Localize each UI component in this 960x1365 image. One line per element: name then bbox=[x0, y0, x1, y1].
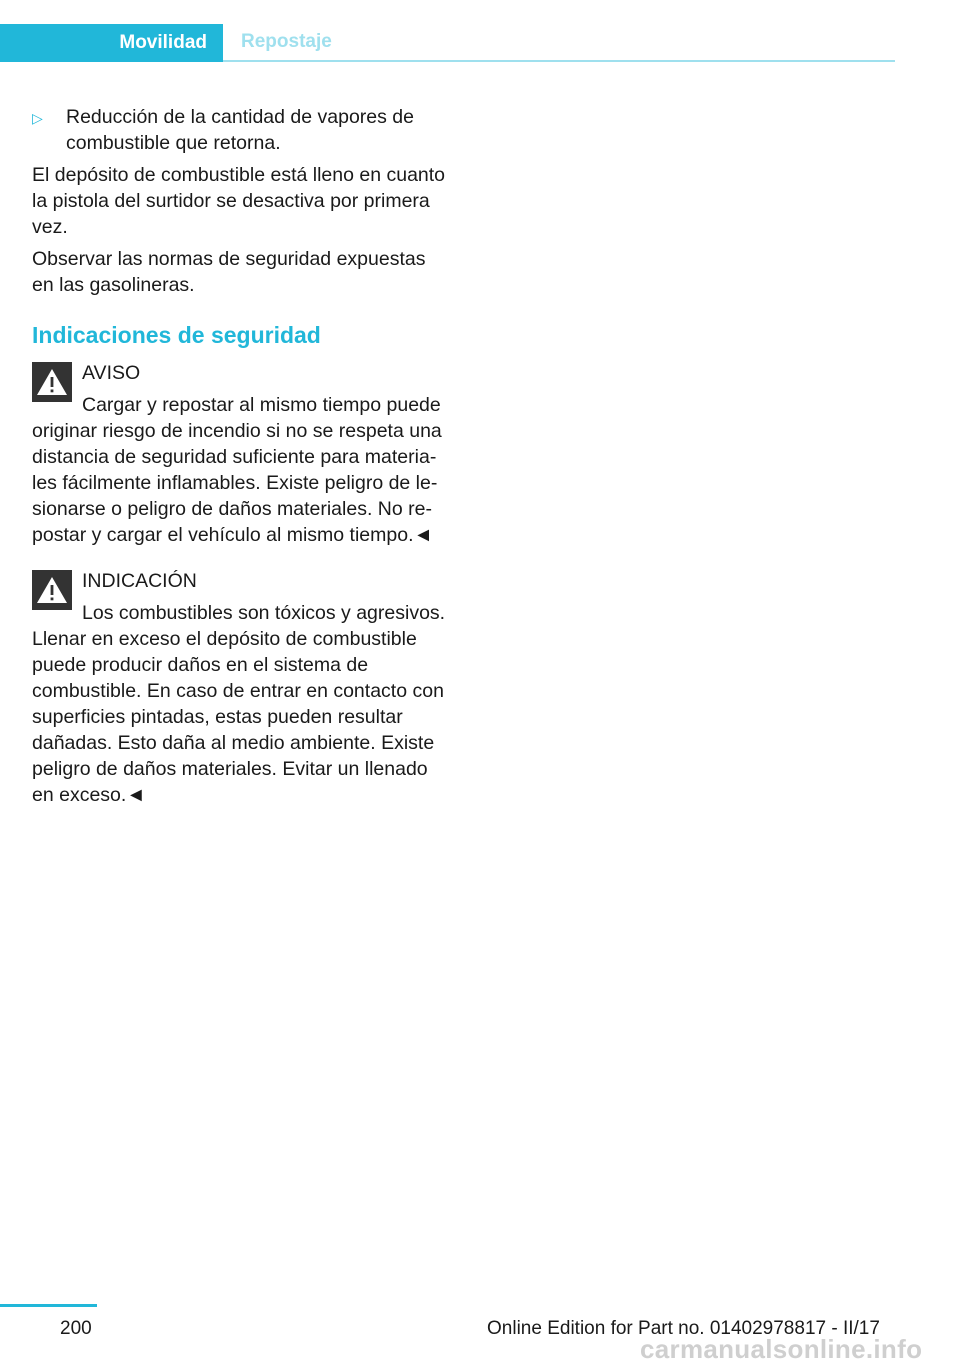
notice-block bbox=[32, 358, 450, 548]
paragraph: El depósito de combustible está lleno en cuanto la pistola del surtidor se desactiva por primera vez. bbox=[32, 164, 446, 238]
list-item bbox=[32, 104, 450, 156]
triangle-right-icon: ▷ bbox=[32, 110, 43, 126]
notice-label: INDICACIÓN bbox=[82, 570, 197, 592]
section-tab: Movilidad bbox=[0, 24, 223, 62]
paragraph: Observar las normas de seguridad expuestas en las gasolineras. bbox=[32, 248, 426, 296]
footer-accent-line bbox=[0, 1304, 97, 1307]
subsection-tab: Repostaje bbox=[223, 24, 895, 62]
notice-body: Los combustibles son tóxicos y agresivos. Llenar en exceso el depósito de combustible puede producir daños en el sistema de combustible. En caso de entrar en contacto con superficies pintadas, estas pueden resultar dañadas. Esto daña al medio ambiente. Existe peligro de daños materiales. Evitar un llenado en exceso.◄ bbox=[32, 602, 446, 806]
page-content bbox=[32, 104, 450, 826]
watermark: carmanualsonline.info bbox=[640, 1334, 923, 1364]
page-number: 200 bbox=[60, 1318, 92, 1339]
section-heading: Indicaciones de seguridad bbox=[32, 322, 321, 348]
warning-triangle-icon bbox=[32, 362, 72, 402]
page-header bbox=[0, 0, 895, 62]
notice-body: Cargar y repostar al mismo tiempo puede originar riesgo de incendio si no se respeta una distancia de seguridad suficiente para materiales fácilmente inflamables. Existe peligro de lesionarse o peligro de daños materiales. No repostar y cargar el vehículo al mismo tiempo.◄ bbox=[32, 394, 442, 546]
edition-text: Online Edition for Part no. 01402978817 - II/17 bbox=[487, 1318, 880, 1339]
warning-triangle-icon bbox=[32, 570, 72, 610]
notice-block bbox=[32, 566, 450, 808]
list-item-text: Reducción de la cantidad de vapores de combustible que retorna. bbox=[66, 106, 414, 154]
notice-label: AVISO bbox=[82, 362, 141, 384]
